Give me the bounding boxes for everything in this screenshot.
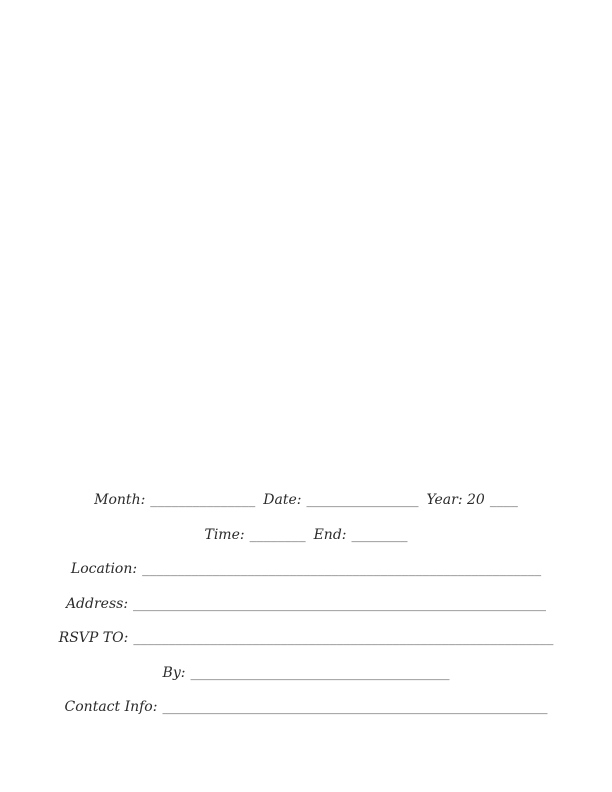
address-label: Address: bbox=[65, 595, 129, 612]
year-label: Year: 20 bbox=[426, 492, 485, 508]
address-line bbox=[0, 587, 612, 622]
year-blank-line[interactable]: ____ bbox=[489, 492, 518, 508]
contact-info-line bbox=[0, 690, 612, 725]
contact-info-blank-line[interactable]: _______________________________________________________ bbox=[162, 699, 548, 715]
end-blank-line[interactable]: ________ bbox=[351, 526, 408, 543]
contact-info-label: Contact Info: bbox=[64, 699, 158, 715]
date-blank-line[interactable]: ________________ bbox=[306, 492, 419, 508]
rsvp-label: RSVP TO: bbox=[58, 630, 129, 646]
location-label: Location: bbox=[70, 561, 138, 577]
by-label: By: bbox=[162, 664, 186, 681]
by-blank-line[interactable]: _____________________________________ bbox=[190, 664, 450, 681]
location-line bbox=[0, 552, 612, 587]
time-blank-line[interactable]: ________ bbox=[249, 526, 306, 543]
location-blank-line[interactable]: _________________________________________________________ bbox=[142, 561, 542, 577]
date-label: Date: bbox=[263, 492, 302, 508]
time-label: Time: bbox=[204, 526, 245, 543]
address-blank-line[interactable]: ___________________________________________________________ bbox=[133, 595, 547, 612]
time-line bbox=[0, 518, 612, 553]
date-line bbox=[0, 483, 612, 518]
event-details-form bbox=[0, 483, 612, 725]
rsvp-line bbox=[0, 621, 612, 656]
month-label: Month: bbox=[94, 492, 146, 508]
rsvp-blank-line[interactable]: ____________________________________________________________ bbox=[133, 630, 554, 646]
month-blank-line[interactable]: _______________ bbox=[150, 492, 256, 508]
by-line bbox=[0, 656, 612, 691]
end-label: End: bbox=[313, 526, 347, 543]
